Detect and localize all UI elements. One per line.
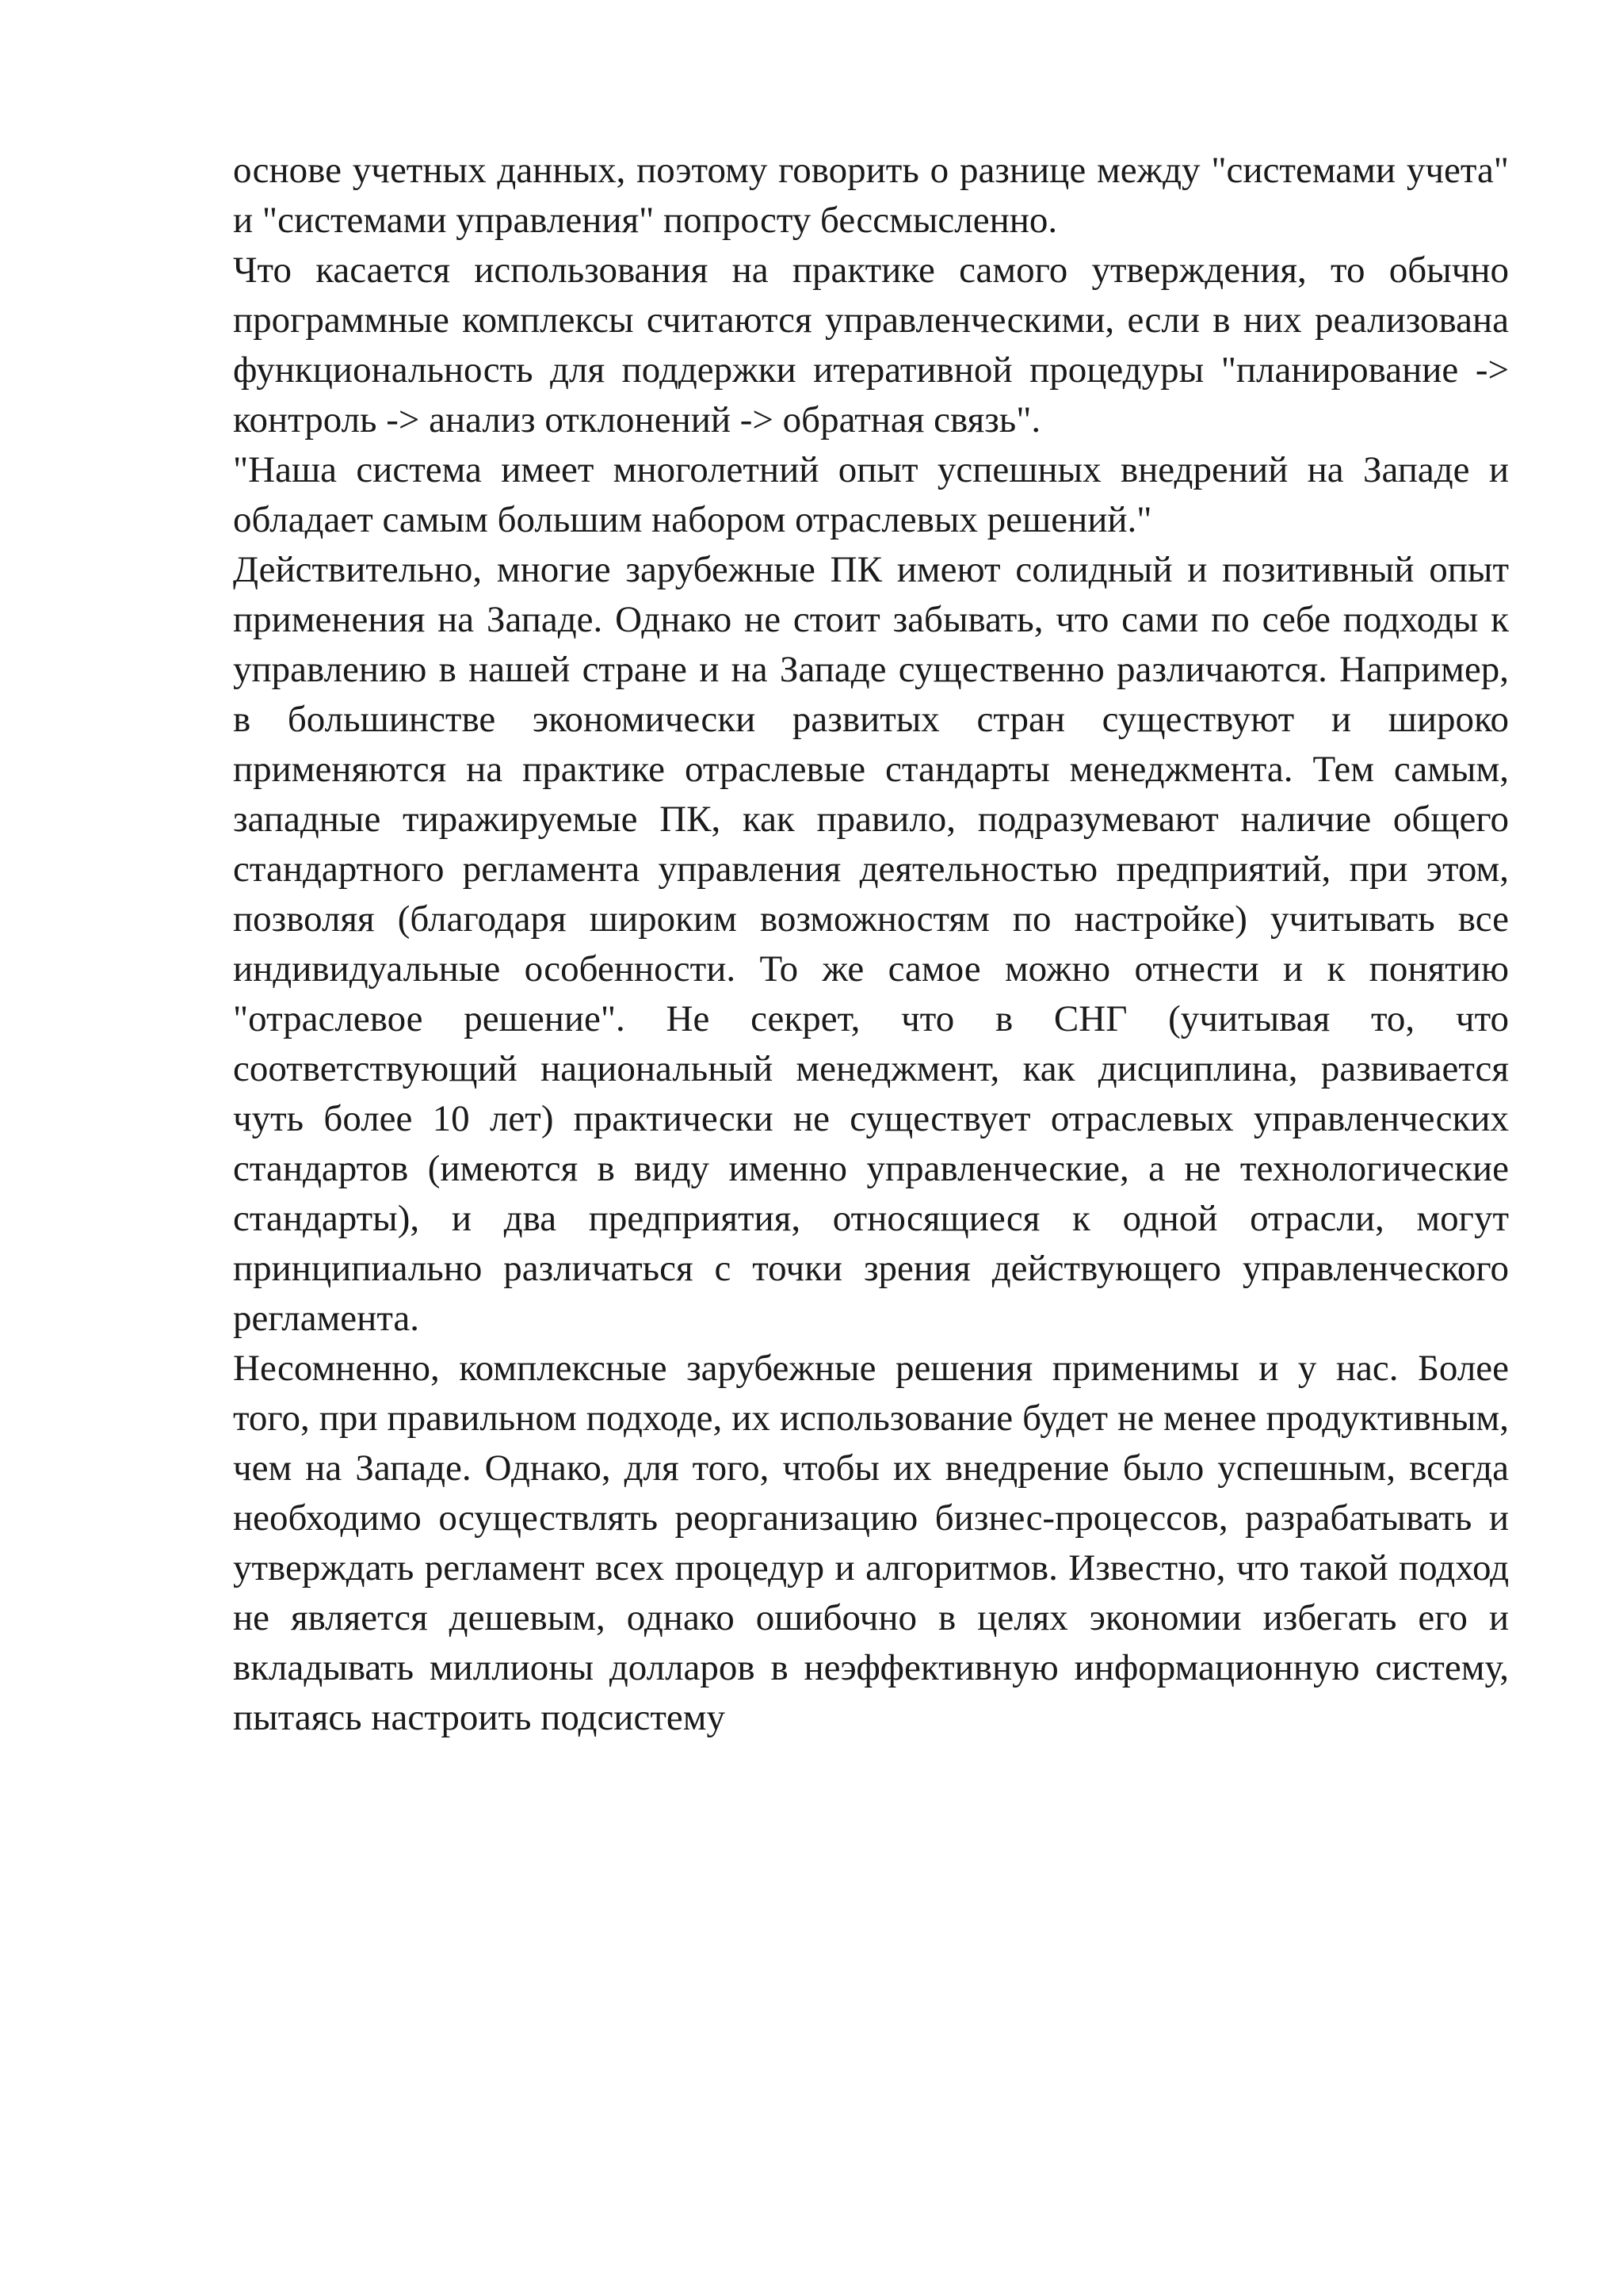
paragraph-3-quote: "Наша система имеет многолетний опыт успешных внедрений на Западе и обладает самым большим набором отраслевых решений.": [233, 449, 1509, 540]
paragraph-5: Несомненно, комплексные зарубежные решения применимы и у нас. Более того, при правильном подходе, их использование будет не менее продуктивным, чем на Западе. Однако, для того, чтобы их внедрение было успешным, всегда необходимо осуществлять реорганизацию бизнес-процессов, разрабатывать и утверждать регламент всех процедур и алгоритмов. Известно, что такой подход не является дешевым, однако ошибочно в целях экономии избегать его и вкладывать миллионы долларов в неэффективную информационную систему, пытаясь настроить подсистему: [233, 1348, 1509, 1738]
paragraph-2: Что касается использования на практике самого утверждения, то обычно программные комплексы считаются управленческими, если в них реализована функциональность для поддержки итеративной процедуры "планирование -> контроль -> анализ отклонений -> обратная связь".: [233, 250, 1509, 441]
document-page: [233, 146, 1509, 1743]
paragraph-4: Действительно, многие зарубежные ПК имеют солидный и позитивный опыт применения на Западе. Однако не стоит забывать, что сами по себе подходы к управлению в нашей стране и на Западе существенно различаются. Например, в большинстве экономически развитых стран существуют и широко применяются на практике отраслевые стандарты менеджмента. Тем самым, западные тиражируемые ПК, как правило, подразумевают наличие общего стандартного регламента управления деятельностью предприятий, при этом, позволяя (благодаря широким возможностям по настройке) учитывать все индивидуальные особенности. То же самое можно отнести и к понятию "отраслевое решение". Не секрет, что в СНГ (учитывая то, что соответствующий национальный менеджмент, как дисциплина, развивается чуть более 10 лет) практически не существует отраслевых управленческих стандартов (имеются в виду именно управленческие, а не технологические стандарты), и два предприятия, относящиеся к одной отрасли, могут принципиально различаться с точки зрения действующего управленческого регламента.: [233, 549, 1509, 1339]
paragraph-1: основе учетных данных, поэтому говорить о разнице между "системами учета" и "системами управления" попросту бессмысленно.: [233, 150, 1509, 241]
